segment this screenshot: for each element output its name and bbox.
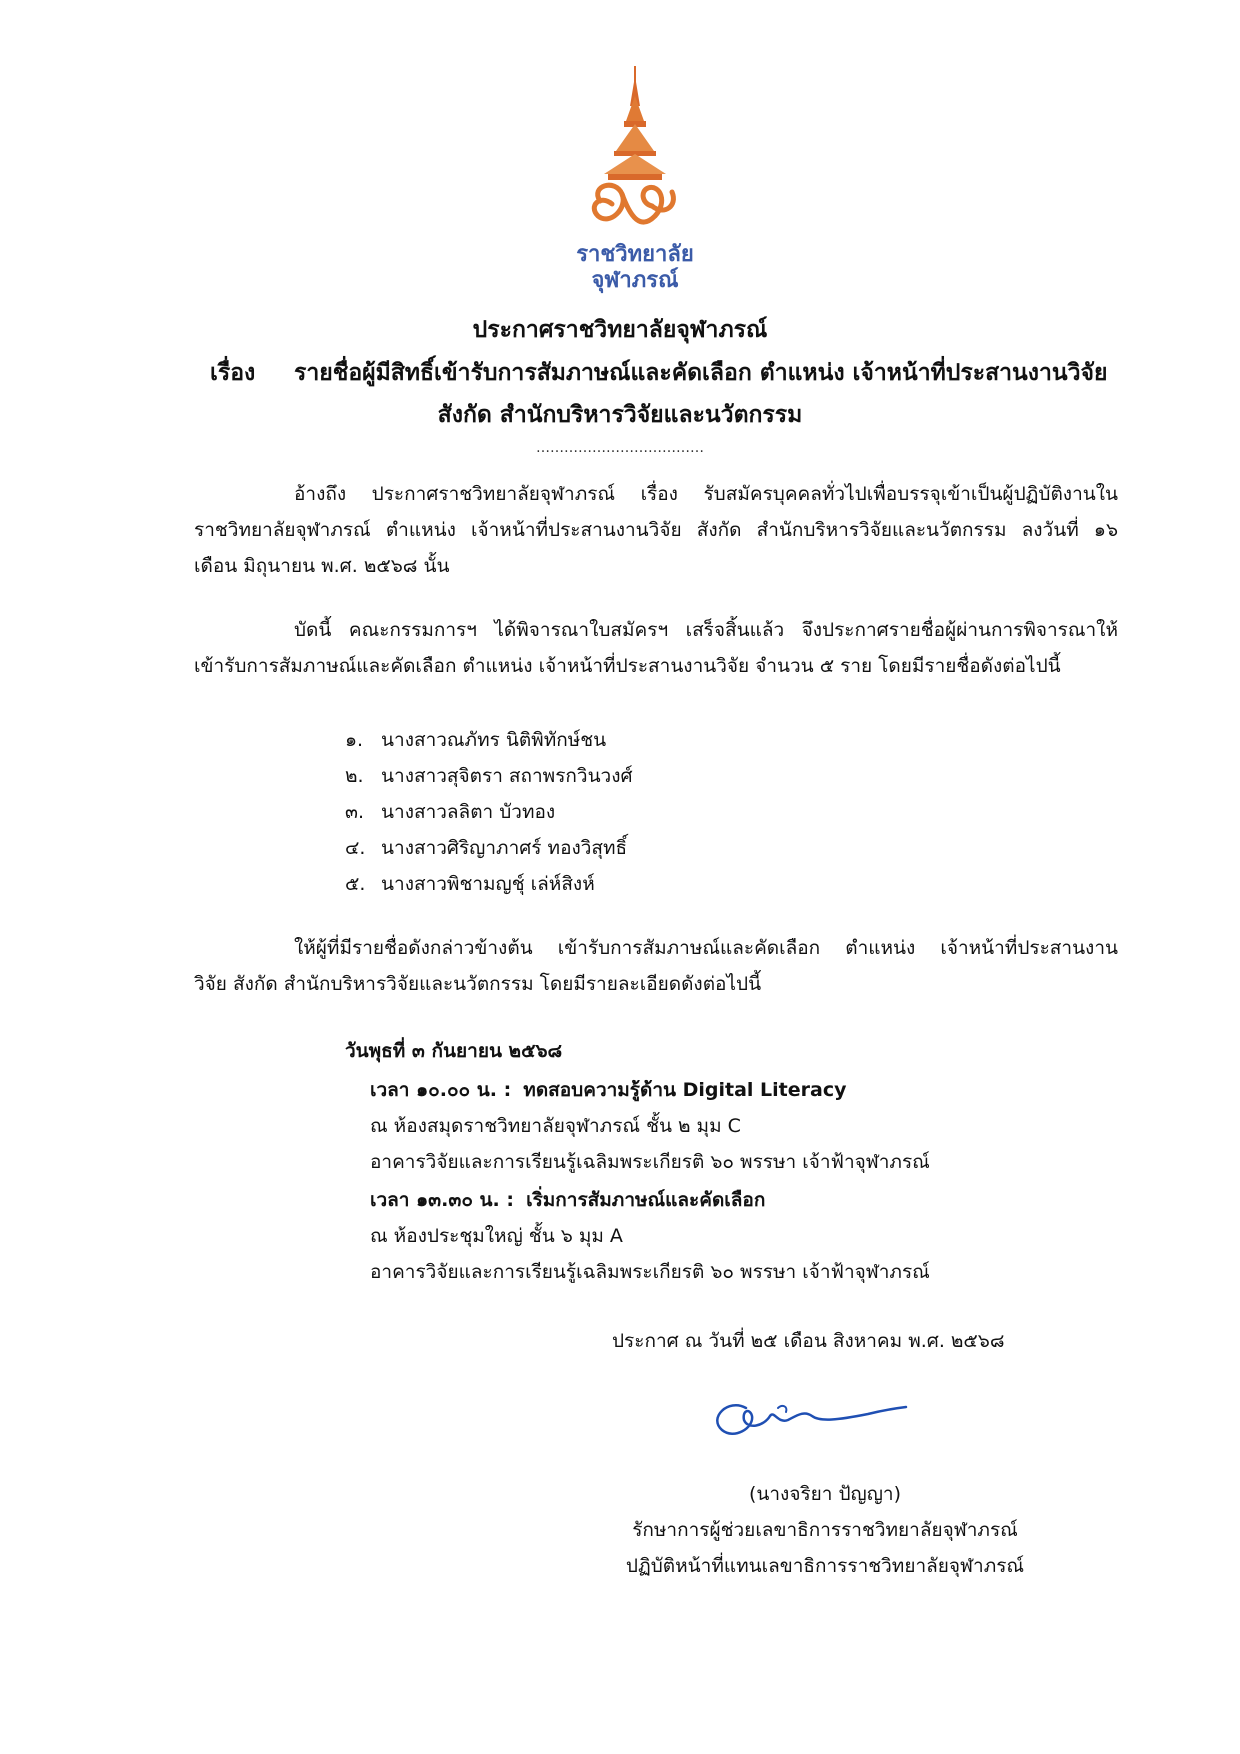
signer-name: (นางจริยา ปัญญา) bbox=[748, 1483, 902, 1505]
announcement-title: ประกาศราชวิทยาลัยจุฬาภรณ์ bbox=[472, 317, 768, 343]
signer-block bbox=[560, 1476, 1090, 1584]
list-number: ๒. bbox=[345, 765, 364, 787]
result-paragraph bbox=[194, 612, 1118, 684]
subject-line2: สังกัด สำนักบริหารวิจัยและนวัตกรรม bbox=[437, 402, 803, 428]
divider-dots: ……………………………… bbox=[536, 440, 704, 456]
instruction-paragraph bbox=[194, 930, 1118, 1002]
subject-label: เรื่อง bbox=[210, 360, 256, 386]
schedule-date: วันพุธที่ ๓ กันยายน ๒๕๖๘ bbox=[345, 1040, 563, 1062]
result-line2: เข้ารับการสัมภาษณ์และคัดเลือก ตำแหน่ง เจ้าหน้าที่ประสานงานวิจัย จำนวน ๕ ราย โดยมีรายชื่อดังต่อไปนี้ bbox=[194, 655, 1061, 677]
list-number: ๓. bbox=[345, 801, 365, 823]
subject-line1: รายชื่อผู้มีสิทธิ์เข้ารับการสัมภาษณ์และคัดเลือก ตำแหน่ง เจ้าหน้าที่ประสานงานวิจัย bbox=[294, 360, 1108, 386]
candidate-name: นางสาวสุจิตรา สถาพรกวินวงศ์ bbox=[381, 765, 633, 787]
list-item bbox=[345, 794, 633, 830]
candidate-name: นางสาวศิริญาภาศร์ ทองวิสุทธิ์ bbox=[381, 837, 628, 859]
result-line1: บัดนี้ คณะกรรมการฯ ได้พิจารณาใบสมัครฯ เสร็จสิ้นแล้ว จึงประกาศรายชื่อผู้ผ่านการพิจารณาให้ bbox=[294, 619, 1118, 641]
schedule-item-morning bbox=[370, 1072, 930, 1180]
reference-paragraph bbox=[194, 476, 1118, 584]
instruction-line1: ให้ผู้ที่มีรายชื่อดังกล่าวข้างต้น เข้ารับการสัมภาษณ์และคัดเลือก ตำแหน่ง เจ้าหน้าที่ประสานงาน bbox=[294, 937, 1118, 959]
list-item bbox=[345, 758, 633, 794]
college-logo bbox=[560, 66, 710, 296]
reference-line1: อ้างถึง ประกาศราชวิทยาลัยจุฬาภรณ์ เรื่อง รับสมัครบุคคลทั่วไปเพื่อบรรจุเข้าเป็นผู้ปฏิบัติงานใน bbox=[294, 483, 1118, 505]
signature-icon bbox=[708, 1380, 908, 1450]
schedule-time: เวลา ๑๐.๐๐ น. : bbox=[370, 1079, 512, 1101]
spire-emblem-icon bbox=[560, 66, 710, 246]
logo-text-line2: จุฬาภรณ์ bbox=[591, 268, 679, 293]
schedule-building: อาคารวิจัยและการเรียนรู้เฉลิมพระเกียรติ ๖๐ พรรษา เจ้าฟ้าจุฬาภรณ์ bbox=[370, 1261, 930, 1283]
reference-line2: ราชวิทยาลัยจุฬาภรณ์ ตำแหน่ง เจ้าหน้าที่ประสานงานวิจัย สังกัด สำนักบริหารวิจัยและนวัตกรรม ลงวันที่ ๑๖ bbox=[194, 519, 1118, 541]
instruction-line2: วิจัย สังกัด สำนักบริหารวิจัยและนวัตกรรม โดยมีรายละเอียดดังต่อไปนี้ bbox=[194, 973, 762, 995]
signer-title1: รักษาการผู้ช่วยเลขาธิการราชวิทยาลัยจุฬาภรณ์ bbox=[632, 1519, 1018, 1541]
candidate-name: นางสาวณภัทร นิติพิทักษ์ชน bbox=[381, 729, 607, 751]
candidate-name: นางสาวพิชามญชุ์ เล่ห์สิงห์ bbox=[381, 873, 595, 895]
list-item bbox=[345, 830, 633, 866]
schedule-location: ณ ห้องประชุมใหญ่ ชั้น ๖ มุม A bbox=[370, 1225, 623, 1247]
schedule-activity: เริ่มการสัมภาษณ์และคัดเลือก bbox=[526, 1189, 766, 1211]
list-number: ๕. bbox=[345, 873, 366, 895]
list-number: ๑. bbox=[345, 729, 364, 751]
schedule-item-afternoon bbox=[370, 1182, 930, 1290]
list-number: ๔. bbox=[345, 837, 366, 859]
schedule-time: เวลา ๑๓.๓๐ น. : bbox=[370, 1189, 514, 1211]
schedule-location: ณ ห้องสมุดราชวิทยาลัยจุฬาภรณ์ ชั้น ๒ มุม C bbox=[370, 1115, 741, 1137]
list-item bbox=[345, 722, 633, 758]
schedule-activity: ทดสอบความรู้ด้าน Digital Literacy bbox=[523, 1079, 847, 1101]
announcement-date: ประกาศ ณ วันที่ ๒๕ เดือน สิงหาคม พ.ศ. ๒๕๖๘ bbox=[612, 1330, 1005, 1352]
candidate-name: นางสาวลลิตา บัวทอง bbox=[381, 801, 556, 823]
signer-title2: ปฏิบัติหน้าที่แทนเลขาธิการราชวิทยาลัยจุฬาภรณ์ bbox=[625, 1555, 1025, 1577]
logo-text-line1: ราชวิทยาลัย bbox=[576, 242, 694, 267]
list-item bbox=[345, 866, 633, 902]
candidate-list bbox=[345, 722, 633, 902]
reference-line3: เดือน มิถุนายน พ.ศ. ๒๕๖๘ นั้น bbox=[194, 555, 450, 577]
schedule-building: อาคารวิจัยและการเรียนรู้เฉลิมพระเกียรติ ๖๐ พรรษา เจ้าฟ้าจุฬาภรณ์ bbox=[370, 1151, 930, 1173]
